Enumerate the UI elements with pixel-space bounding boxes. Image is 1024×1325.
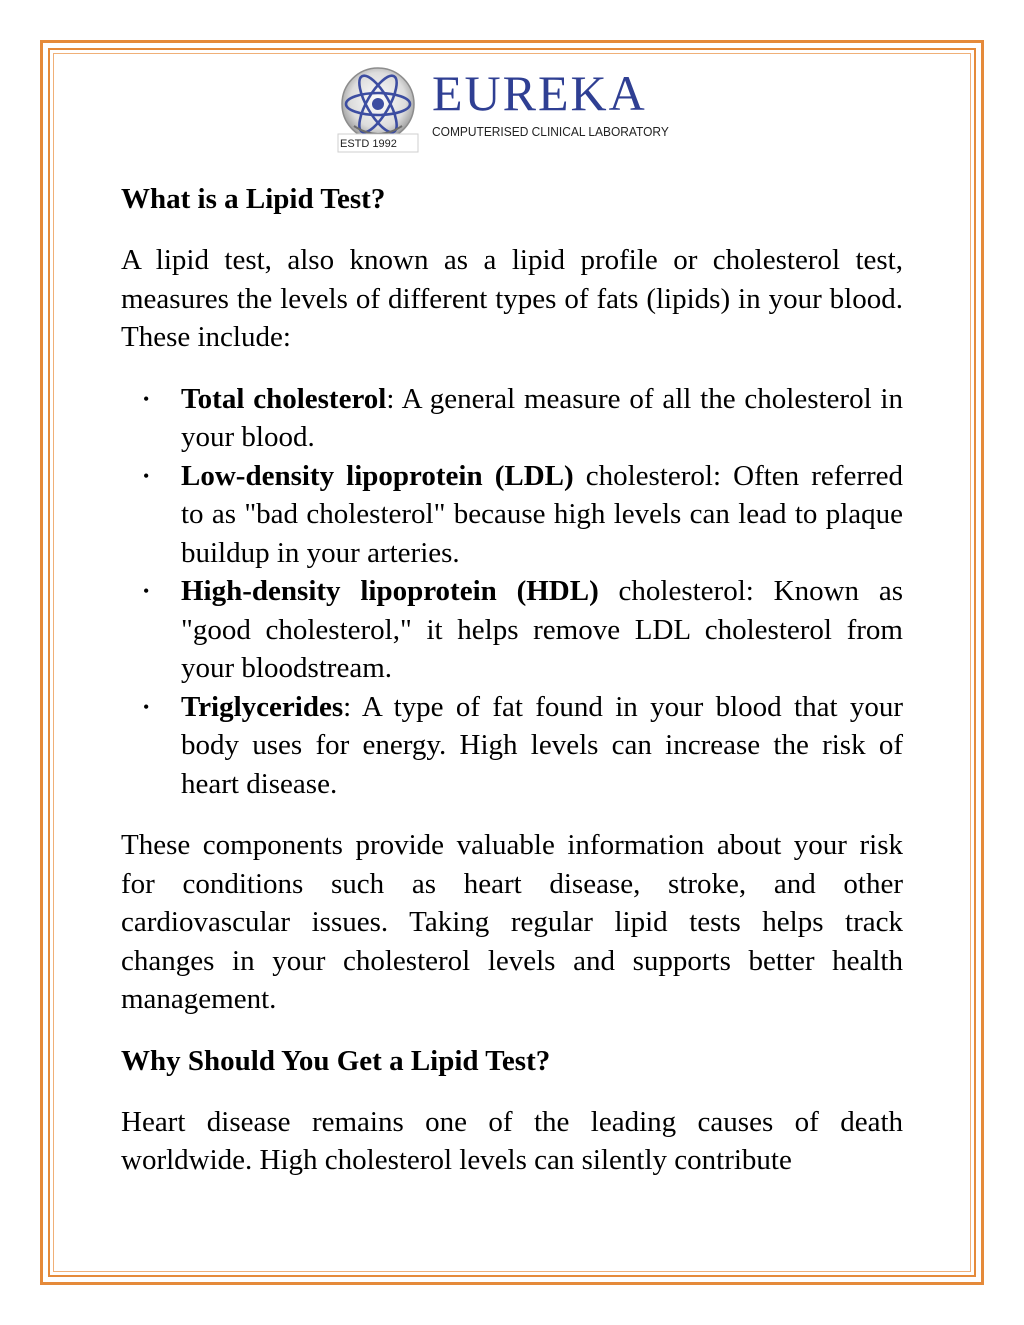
- lipid-components-list: [121, 380, 903, 804]
- intro-paragraph: A lipid test, also known as a lipid profile or cholesterol test, measures the levels of different types of fats (lipids) in your blood. These include:: [121, 244, 903, 353]
- bullet-icon: •: [143, 388, 150, 409]
- list-item-term: Triglycerides: [181, 690, 344, 723]
- bullet-icon: •: [143, 581, 150, 601]
- list-item-text: A general measure of all the cholesterol in your blood.: [181, 382, 903, 453]
- list-item-sep: :: [386, 382, 395, 415]
- eureka-logo: [328, 62, 708, 154]
- list-item-sep: :: [343, 690, 352, 723]
- bullet-icon: •: [143, 465, 150, 486]
- logo-wordmark: EUREKA: [432, 65, 647, 121]
- logo-estd: ESTD 1992: [340, 138, 397, 150]
- why-paragraph: Heart disease remains one of the leading causes of death worldwide. High cholesterol levels can silently contribute: [121, 1105, 903, 1176]
- list-item-term: Low-density lipoprotein (LDL): [181, 459, 574, 492]
- list-item-hdl: [143, 572, 903, 688]
- list-item-text: cholesterol: Known as "good cholesterol," it helps remove LDL cholesterol from your bloodstream.: [181, 575, 903, 684]
- list-item-triglycerides: [143, 688, 903, 804]
- heading-what-is-lipid-test: What is a Lipid Test?: [121, 183, 386, 215]
- list-item-total-cholesterol: [143, 380, 903, 457]
- list-item-text: A type of fat found in your blood that your body uses for energy. High levels can increase the risk of heart disease.: [181, 690, 903, 800]
- logo-subtitle: COMPUTERISED CLINICAL LABORATORY: [432, 124, 669, 139]
- list-item-term: Total cholesterol: [181, 382, 387, 415]
- summary-paragraph: These components provide valuable information about your risk for conditions such as heart disease, stroke, and other cardiovascular issues. Taking regular lipid tests helps track changes in your cholesterol levels and supports better health management.: [121, 829, 903, 1015]
- list-item-term: High-density lipoprotein (HDL): [181, 575, 599, 607]
- list-item-ldl: [143, 457, 904, 573]
- heading-why-get-lipid-test: Why Should You Get a Lipid Test?: [121, 1044, 551, 1077]
- list-item-text: cholesterol: Often referred to as "bad cholesterol" because high levels can lead to plaque buildup in your arteries.: [181, 459, 904, 569]
- document-body: [121, 180, 903, 1203]
- bullet-icon: •: [143, 696, 150, 717]
